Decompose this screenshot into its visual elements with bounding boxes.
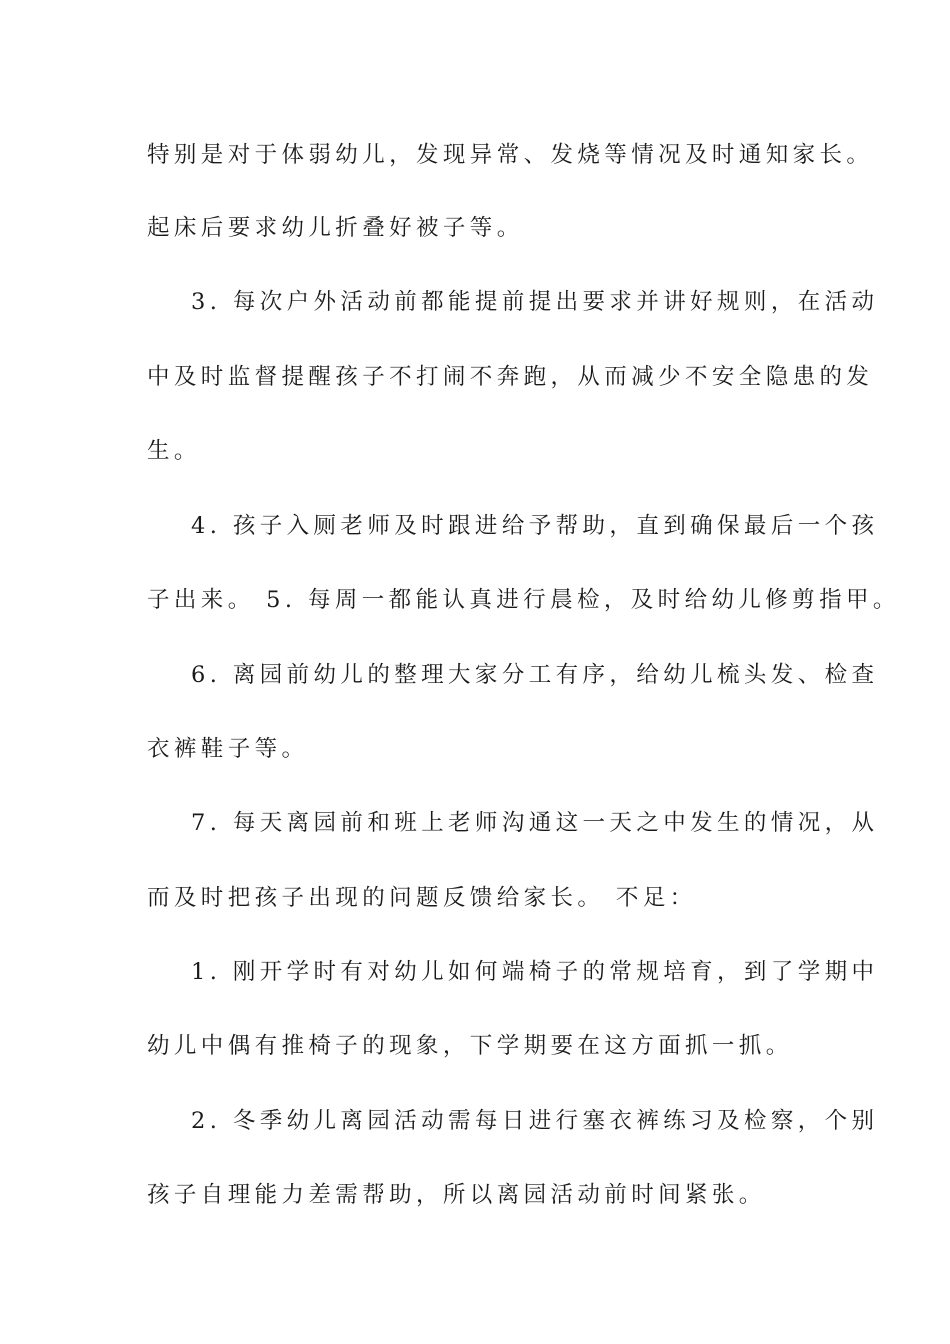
text-line: 中及时监督提醒孩子不打闹不奔跑，从而减少不安全隐患的发 (147, 364, 874, 390)
text-line: 4. 孩子入厕老师及时跟进给予帮助，直到确保最后一个孩 (191, 513, 879, 539)
text-line: 特别是对于体弱幼儿，发现异常、发烧等情况及时通知家长。 (147, 142, 874, 168)
text-line: 1. 刚开学时有对幼儿如何端椅子的常规培育，到了学期中 (191, 959, 879, 985)
text-line: 孩子自理能力差需帮助，所以离园活动前时间紧张。 (147, 1182, 766, 1208)
text-line: 幼儿中偶有推椅子的现象，下学期要在这方面抓一抓。 (147, 1033, 793, 1059)
text-line: 而及时把孩子出现的问题反馈给家长。 不足： (147, 885, 697, 911)
text-line: 2. 冬季幼儿离园活动需每日进行塞衣裤练习及检察，个别 (191, 1108, 879, 1134)
text-line: 3. 每次户外活动前都能提前提出要求并讲好规则，在活动 (191, 289, 879, 315)
text-line: 6. 离园前幼儿的整理大家分工有序，给幼儿梳头发、检查 (191, 662, 879, 688)
text-line: 子出来。 5. 每周一都能认真进行晨检，及时给幼儿修剪指甲。 (147, 587, 900, 613)
text-line: 生。 (147, 438, 201, 464)
text-line: 起床后要求幼儿折叠好被子等。 (147, 215, 524, 241)
text-line: 7. 每天离园前和班上老师沟通这一天之中发生的情况，从 (191, 810, 879, 836)
text-line: 衣裤鞋子等。 (147, 736, 309, 762)
